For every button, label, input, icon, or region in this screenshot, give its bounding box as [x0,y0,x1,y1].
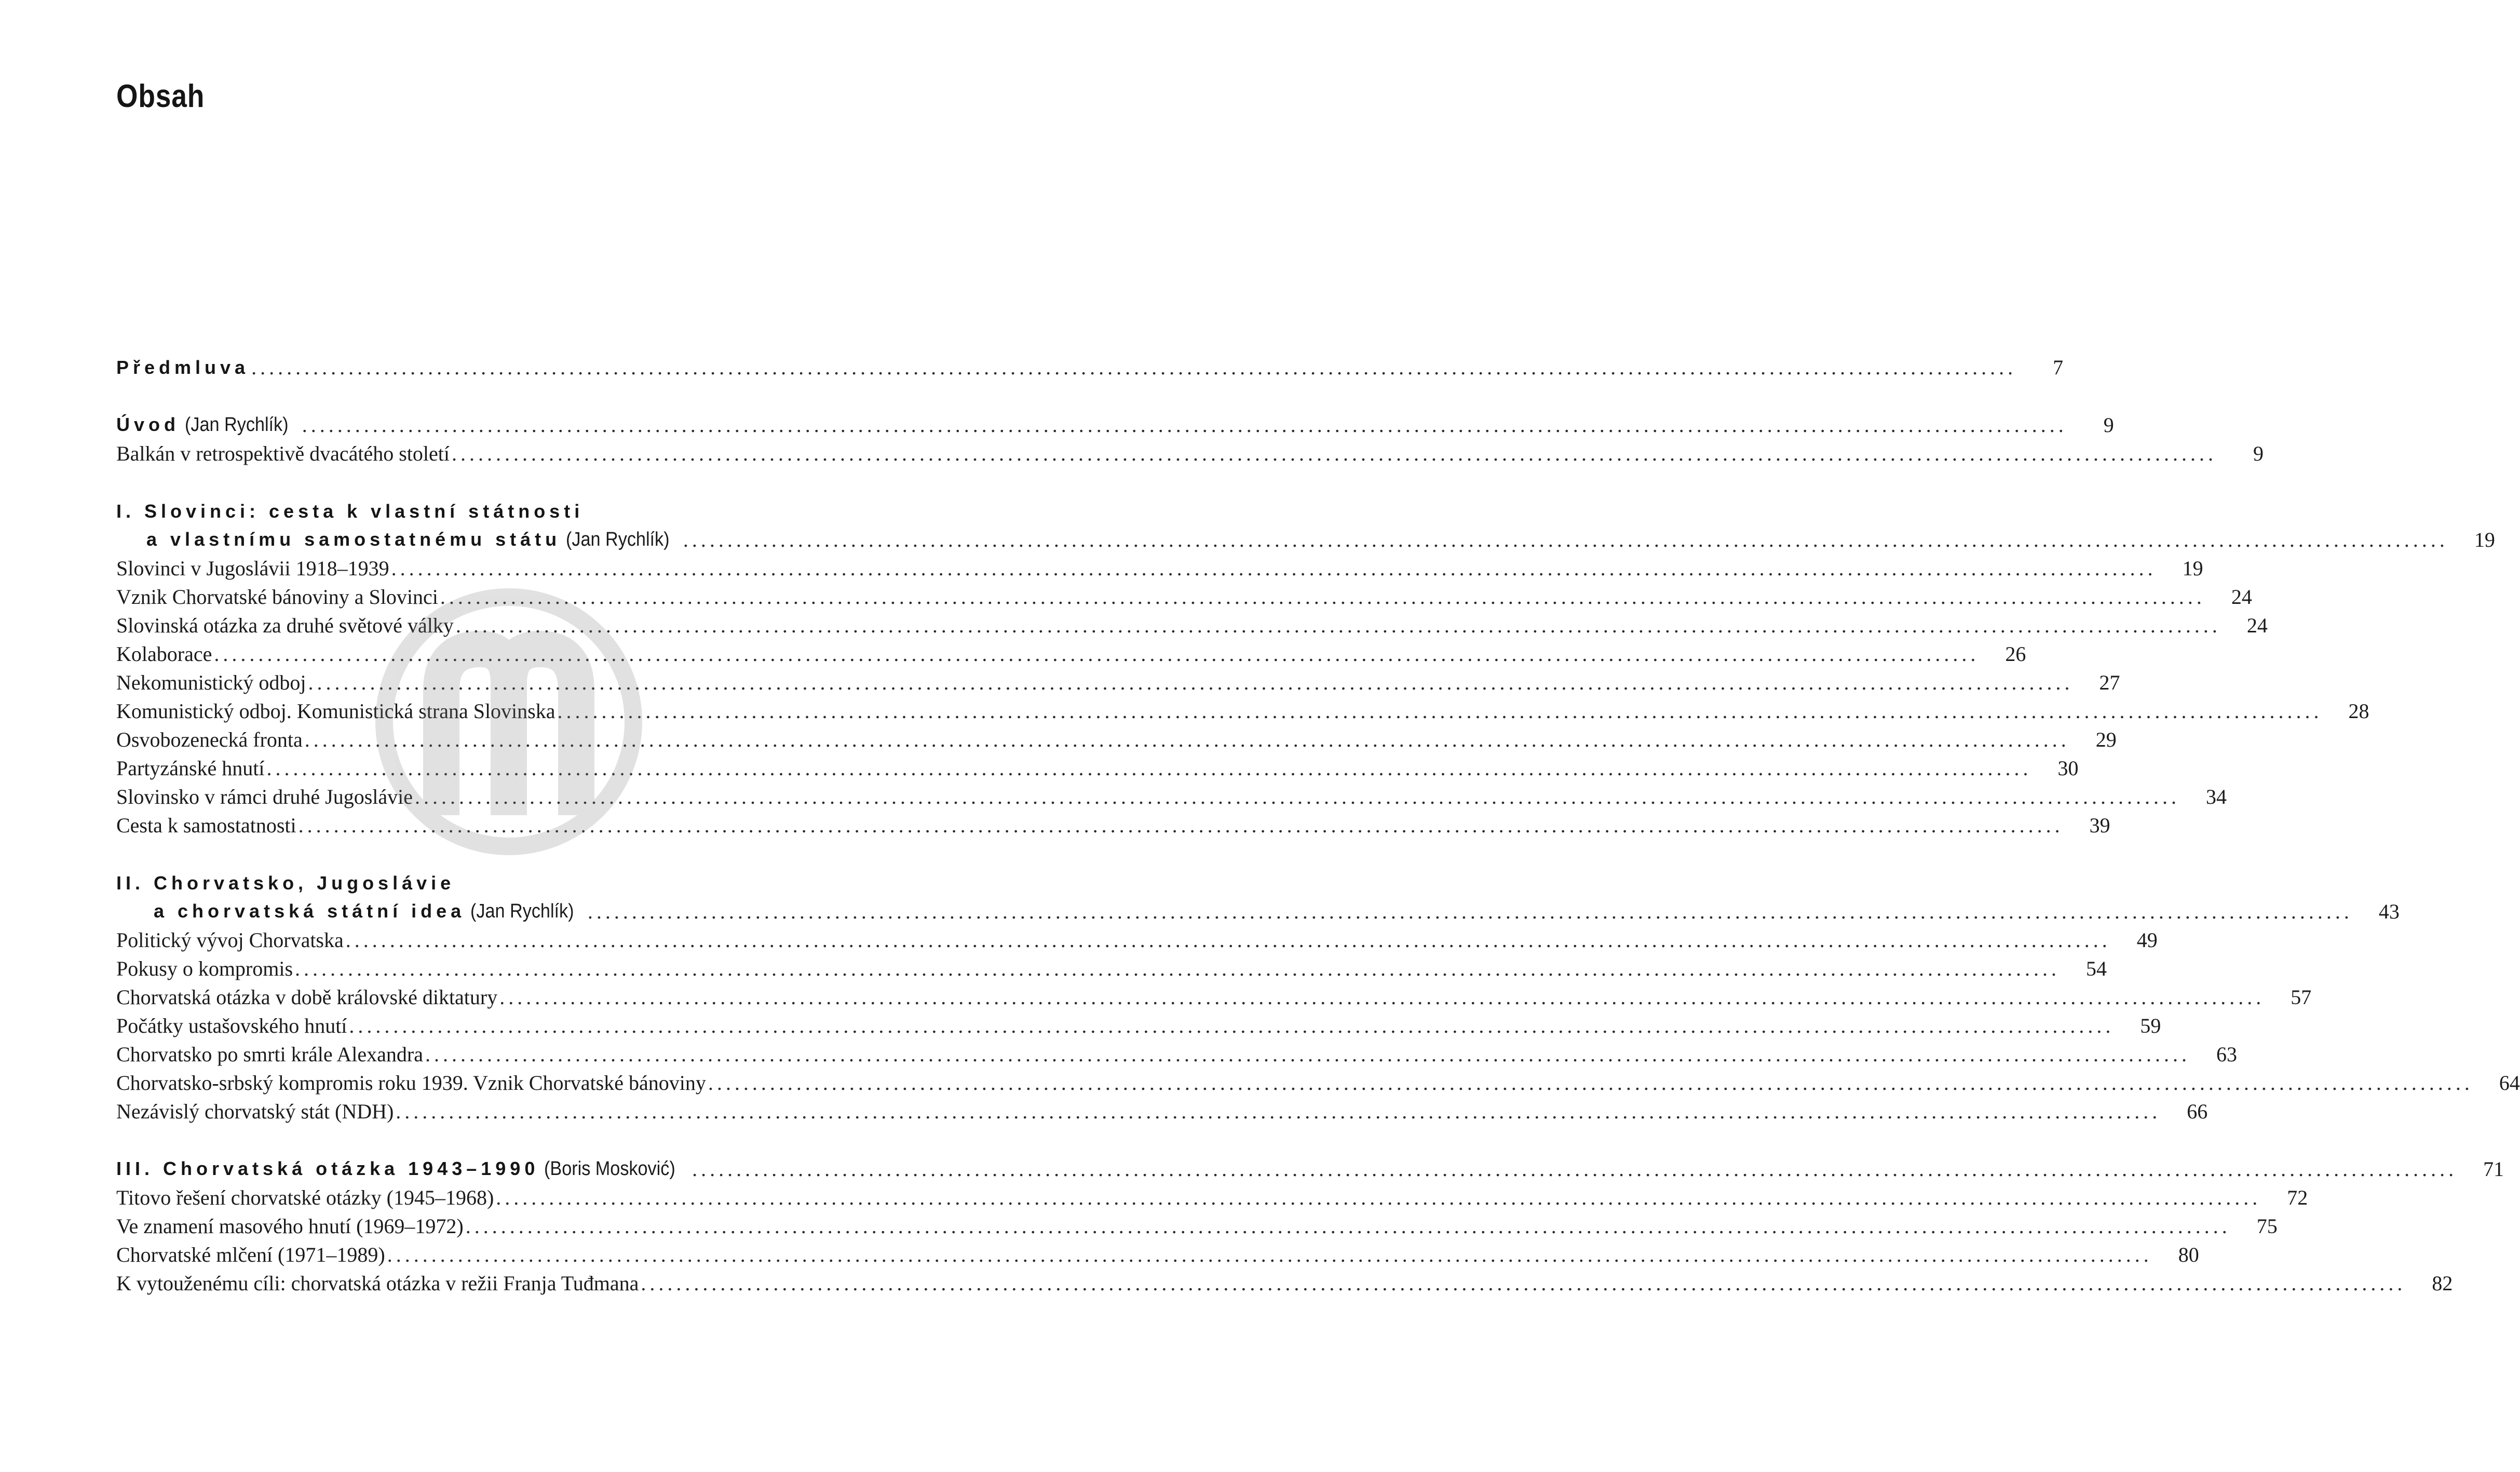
page-number: 71 [2483,1157,2504,1181]
toc-entry-label: Pokusy o kompromis [116,957,293,980]
toc-entry[interactable] [116,782,2227,811]
dot-leader: ........................................................................................................................................................................................................ [557,699,2323,723]
toc-part1-items [116,554,2369,840]
toc-entry-label: Titovo řešení chorvatské otázky (1945–1968) [116,1186,494,1209]
toc-entry[interactable] [116,1212,2278,1240]
dot-leader: ........................................................................................................................................................................................................ [415,785,2180,808]
toc-entry[interactable] [116,1183,2308,1212]
dot-leader: ........................................................................................................................................................................................................ [455,614,2221,637]
dot-leader: ........................................................................................................................................................................................................ [295,957,2061,980]
toc-entry-part2[interactable] [116,897,2400,926]
toc-entry-part3[interactable] [116,1155,2504,1183]
toc-entry-label: Chorvatské mlčení (1971–1989) [116,1243,385,1266]
dot-leader: ........................................................................................................................................................................................................ [396,1100,2161,1123]
toc-entry-label: Chorvatsko-srbský kompromis roku 1939. Vznik Chorvatské bánoviny [116,1071,706,1095]
toc-entry[interactable] [116,554,2203,583]
toc-part1-title-line1[interactable]: I. Slovinci: cesta k vlastní státnosti [116,501,584,522]
toc-entry-label: Slovinská otázka za druhé světové války [116,614,454,637]
dot-leader: ........................................................................................................................................................................................................ [425,1043,2190,1066]
toc-entry-label: Vznik Chorvatské bánoviny a Slovinci [116,585,438,609]
dot-leader: ........................................................................................................................................................................................................ [440,585,2205,609]
toc-part2-items [116,926,2520,1126]
toc-entry[interactable] [116,1269,2453,1298]
dot-leader: ........................................................................................................................................................................................................ [214,642,1980,666]
dot-leader: ........................................................................................................................................................................................................ [499,985,2265,1009]
toc-entry[interactable] [116,1240,2199,1269]
toc-entry[interactable] [116,1097,2208,1126]
dot-leader: ........................................................................................................................................................................................................ [587,900,2353,923]
dot-leader: ........................................................................................................................................................................................................ [452,442,2217,465]
page-number: 49 [2136,928,2158,952]
toc-entry-label: Počátky ustašovského hnutí [116,1014,347,1037]
dot-leader: ........................................................................................................................................................................................................ [683,528,2448,551]
section-gap [116,382,922,411]
toc-entry-preface[interactable] [116,353,2064,382]
page-number: 39 [2089,814,2110,837]
toc-entry-label: Nezávislý chorvatský stát (NDH) [116,1100,394,1123]
toc-heading: Úvod [116,414,180,435]
page-number: 66 [2187,1100,2208,1123]
dot-leader: ........................................................................................................................................................................................................ [692,1157,2458,1181]
toc-entry[interactable] [116,583,2252,611]
toc-intro-items [116,439,2264,468]
table-of-contents [116,353,2520,1298]
page-number: 75 [2256,1214,2278,1238]
page-number: 29 [2095,728,2117,751]
dot-leader: ........................................................................................................................................................................................................ [496,1186,2261,1209]
page-number: 19 [2474,528,2495,551]
dot-leader: ........................................................................................................................................................................................................ [302,413,2067,437]
page-number: 72 [2287,1186,2308,1209]
toc-heading-wrap [116,1154,692,1183]
dot-leader: ........................................................................................................................................................................................................ [349,1014,2115,1037]
toc-entry-label: Balkán v retrospektivě dvacátého století [116,442,450,465]
toc-entry[interactable] [116,926,2158,954]
page-number: 59 [2140,1014,2161,1037]
page-number: 82 [2432,1272,2453,1295]
page-number: 80 [2178,1243,2199,1266]
dot-leader: ........................................................................................................................................................................................................ [345,928,2111,952]
toc-heading-wrap [116,524,683,554]
page-number: 26 [2005,642,2026,666]
section-gap [116,468,922,497]
toc-entry-label: Nekomunistický odboj [116,671,306,694]
toc-part2-title-line2: a chorvatská státní idea [154,900,466,922]
toc-entry-label: Komunistický odboj. Komunistická strana Slovinska [116,699,556,723]
toc-entry[interactable] [116,1040,2237,1069]
toc-heading-wrap [116,896,588,926]
page-number: 57 [2291,985,2312,1009]
dot-leader: ........................................................................................................................................................................................................ [465,1214,2231,1238]
toc-entry-part1[interactable] [116,525,2495,554]
toc-entry-label: Ve znamení masového hnutí (1969–1972) [116,1214,464,1238]
page-number: 54 [2086,957,2107,980]
page-number: 63 [2216,1043,2237,1066]
toc-entry[interactable] [116,640,2026,668]
toc-entry-label: Chorvatsko po smrti krále Alexandra [116,1043,423,1066]
toc-entry-intro[interactable] [116,411,2114,439]
toc-entry[interactable] [116,1011,2161,1040]
page-number: 9 [2103,413,2114,437]
dot-leader: ........................................................................................................................................................................................................ [266,757,2032,780]
page-number: 28 [2348,699,2369,723]
dot-leader: ........................................................................................................................................................................................................ [391,557,2157,580]
page-number: 64 [2499,1071,2520,1095]
dot-leader: ........................................................................................................................................................................................................ [251,356,2017,379]
dot-leader: ........................................................................................................................................................................................................ [304,728,2070,751]
dot-leader: ........................................................................................................................................................................................................ [308,671,2074,694]
toc-part2-title-line1[interactable]: II. Chorvatsko, Jugoslávie [116,872,455,894]
toc-entry[interactable] [116,983,2312,1011]
toc-entry[interactable] [116,697,2369,725]
page-number: 19 [2182,557,2203,580]
toc-entry-label: Slovinsko v rámci druhé Jugoslávie [116,785,413,808]
toc-entry-label: K vytouženému cíli: chorvatská otázka v režii Franja Tuđmana [116,1272,639,1295]
toc-part3-title: III. Chorvatská otázka 1943–1990 [116,1158,539,1179]
toc-entry-label: Cesta k samostatnosti [116,814,296,837]
page-number: 24 [2231,585,2252,609]
toc-entry-label: Partyzánské hnutí [116,757,265,780]
toc-entry[interactable] [116,439,2264,468]
toc-author: (Boris Mosković) [544,1158,676,1180]
page-number: 27 [2099,671,2120,694]
dot-leader: ........................................................................................................................................................................................................ [387,1243,2152,1266]
section-gap [116,840,922,869]
toc-entry[interactable] [116,754,2079,782]
toc-entry-label: Slovinci v Jugoslávii 1918–1939 [116,557,389,580]
toc-entry-label: Osvobozenecká fronta [116,728,303,751]
page-number: 34 [2206,785,2227,808]
toc-entry[interactable] [116,725,2117,754]
page-number: 7 [2053,356,2064,379]
page-number: 9 [2253,442,2264,465]
page-number: 30 [2057,757,2079,780]
page-number: 24 [2246,614,2268,637]
dot-leader: ........................................................................................................................................................................................................ [641,1272,2406,1295]
toc-entry[interactable] [116,811,2110,840]
page-title: Obsah [116,78,205,114]
toc-entry[interactable] [116,611,2268,640]
toc-entry-label: Politický vývoj Chorvatska [116,928,344,952]
dot-leader: ........................................................................................................................................................................................................ [708,1071,2473,1095]
section-gap [116,1126,922,1155]
toc-author: (Jan Rychlík) [470,900,574,922]
dot-leader: ........................................................................................................................................................................................................ [298,814,2064,837]
toc-heading: Předmluva [116,357,250,378]
toc-entry-label: Kolaborace [116,642,212,666]
toc-entry[interactable] [116,954,2107,983]
toc-heading-wrap [116,410,302,439]
toc-part1-title-line2: a vlastnímu samostatnému státu [146,529,561,550]
toc-entry[interactable] [116,668,2120,697]
toc-part3-items [116,1183,2453,1298]
toc-entry[interactable] [116,1069,2520,1097]
toc-author: (Jan Rychlík) [566,529,670,550]
toc-entry-label: Chorvatská otázka v době královské diktatury [116,985,498,1009]
page-number: 43 [2378,900,2400,923]
toc-author: (Jan Rychlík) [185,414,289,436]
